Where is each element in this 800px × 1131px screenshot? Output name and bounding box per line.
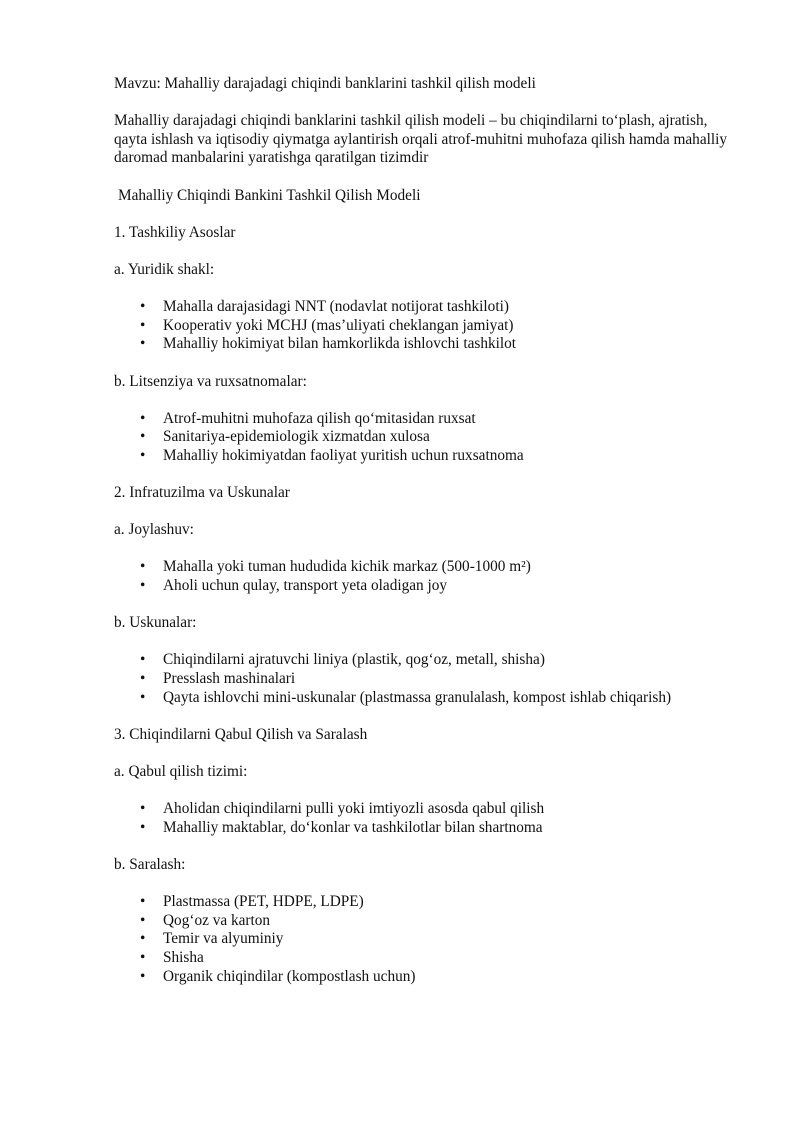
list-item <box>140 688 740 708</box>
list-item-text: Shisha <box>163 948 204 966</box>
section-heading: 2. Infratuzilma va Uskunalar <box>114 484 290 502</box>
list-item <box>140 316 740 336</box>
bullet-icon: • <box>140 316 146 334</box>
list-item-text: Plastmassa (PET, HDPE, LDPE) <box>163 893 364 911</box>
bullet-list <box>114 651 740 707</box>
list-item <box>140 409 740 429</box>
list-item <box>140 818 740 838</box>
list-item <box>140 911 740 931</box>
list-item-text: Presslash mashinalari <box>163 670 296 687</box>
bullet-icon: • <box>140 967 146 985</box>
list-item <box>140 930 740 949</box>
list-item-text: Mahalla yoki tuman hududida kichik markaz (500-1000 m²) <box>163 558 531 576</box>
list-item-text: Temir va alyuminiy <box>163 930 284 948</box>
bullet-list <box>114 410 740 466</box>
bullet-icon: • <box>140 930 146 948</box>
bullet-icon: • <box>140 577 146 595</box>
list-item <box>140 800 740 819</box>
list-item <box>140 651 740 670</box>
list-item-text: Sanitariya-epidemiologik xizmatdan xulosa <box>163 428 430 446</box>
bullet-icon: • <box>140 688 146 706</box>
subsection-heading: b. Saralash: <box>114 855 186 873</box>
bullet-list <box>114 800 740 837</box>
bullet-icon: • <box>140 446 146 464</box>
intro-paragraph: Mahalliy darajadagi chiqindi banklarini tashkil qilish modeli – bu chiqindilarni to‘plash, ajratish, qayta ishlash va iqtisodiy qiymatga aylantirish orqali atrof-muhitni muhofaza qilish hamda mahalliy daromad manbalarini yaratishga qaratilgan tizimdir <box>114 112 728 167</box>
list-item-text: Organik chiqindilar (kompostlash uchun) <box>163 967 416 985</box>
list-item-text: Aholidan chiqindilarni pulli yoki imtiyozli asosda qabul qilish <box>163 800 545 818</box>
sections-container <box>114 224 740 986</box>
bullet-icon: • <box>140 818 146 836</box>
list-item-text: Aholi uchun qulay, transport yeta oladigan joy <box>163 577 448 595</box>
list-item-text: Qog‘oz va karton <box>163 911 271 929</box>
list-item-text: Kooperativ yoki MCHJ (mas’uliyati cheklangan jamiyat) <box>163 316 514 334</box>
bullet-icon: • <box>140 651 146 669</box>
bullet-icon: • <box>140 948 146 966</box>
list-item-text: Mahalliy hokimiyat bilan hamkorlikda ishlovchi tashkilot <box>163 335 517 353</box>
subsection-heading: a. Yuridik shakl: <box>114 260 215 278</box>
list-item <box>140 428 740 447</box>
list-item-text: Chiqindilarni ajratuvchi liniya (plastik, qog‘oz, metall, shisha) <box>163 651 545 669</box>
bullet-icon: • <box>140 911 146 929</box>
list-item <box>140 298 740 317</box>
list-item <box>140 893 740 912</box>
bullet-icon: • <box>140 800 146 818</box>
document-title: Mavzu: Mahalliy darajadagi chiqindi banklarini tashkil qilish modeli <box>114 75 536 92</box>
subsection-heading: a. Joylashuv: <box>114 521 194 539</box>
list-item <box>140 948 740 968</box>
bullet-list <box>114 893 740 986</box>
bullet-icon: • <box>140 298 146 316</box>
list-item-text: Mahalla darajasidagi NNT (nodavlat notijorat tashkiloti) <box>163 298 509 316</box>
list-item <box>140 335 740 354</box>
subsection-heading: a. Qabul qilish tizimi: <box>114 762 248 780</box>
list-item <box>140 558 740 577</box>
list-item <box>140 446 740 466</box>
subsection-heading: b. Uskunalar: <box>114 614 197 632</box>
list-item <box>140 967 740 987</box>
bullet-icon: • <box>140 670 146 687</box>
document-subtitle: Mahalliy Chiqindi Bankini Tashkil Qilish Modeli <box>118 186 421 204</box>
list-item <box>140 670 740 689</box>
bullet-icon: • <box>140 335 146 353</box>
list-item-text: Atrof-muhitni muhofaza qilish qo‘mitasidan ruxsat <box>163 409 476 427</box>
bullet-icon: • <box>140 558 146 576</box>
list-item-text: Mahalliy maktablar, do‘konlar va tashkilotlar bilan shartnoma <box>163 818 543 836</box>
section-heading: 1. Tashkiliy Asoslar <box>114 223 236 241</box>
subsection-heading: b. Litsenziya va ruxsatnomalar: <box>114 372 307 390</box>
section-heading: 3. Chiqindilarni Qabul Qilish va Saralash <box>114 725 368 743</box>
list-item-text: Mahalliy hokimiyatdan faoliyat yuritish uchun ruxsatnoma <box>163 446 524 464</box>
list-item <box>140 577 740 596</box>
bullet-icon: • <box>140 428 146 446</box>
bullet-list <box>114 558 740 595</box>
bullet-icon: • <box>140 893 146 911</box>
bullet-icon: • <box>140 409 146 427</box>
list-item-text: Qayta ishlovchi mini-uskunalar (plastmassa granulalash, kompost ishlab chiqarish) <box>163 688 672 706</box>
bullet-list <box>114 298 740 354</box>
